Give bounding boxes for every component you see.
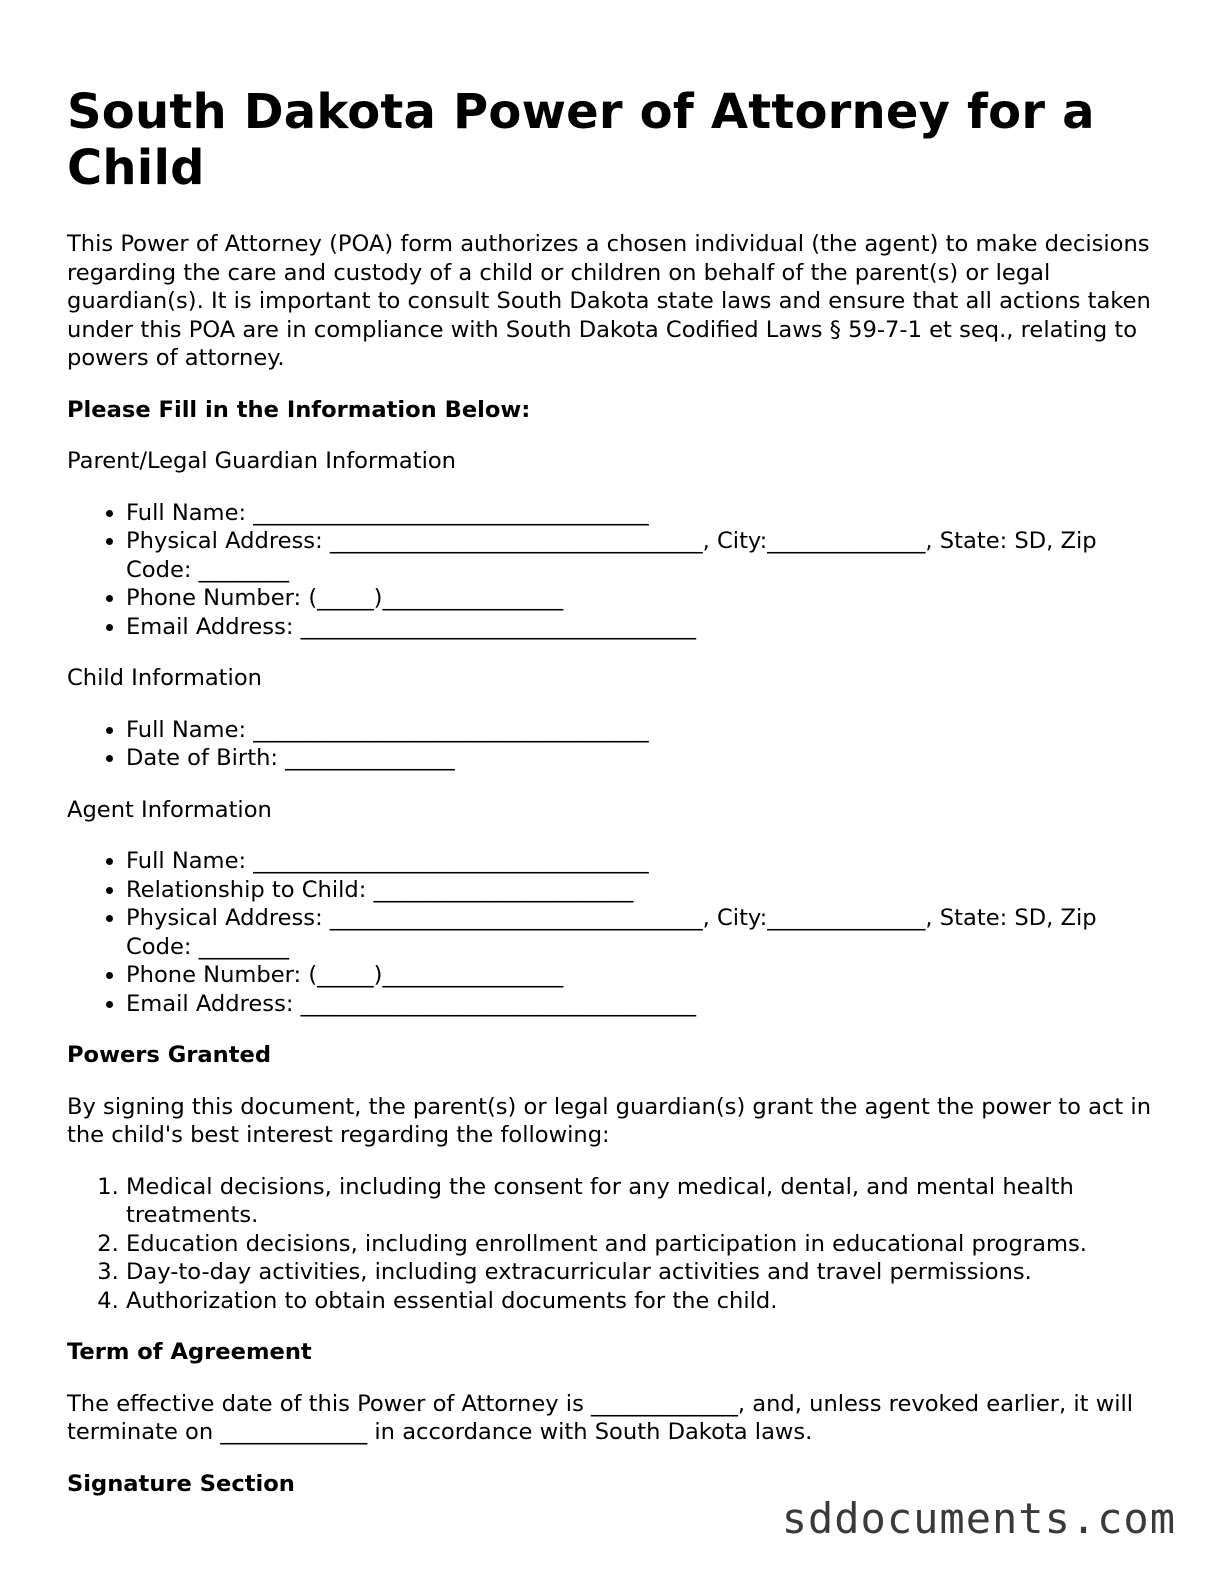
fill-heading: Please Fill in the Information Below:	[67, 396, 531, 423]
child-full-name-field[interactable]: • Full Name: ___________________________________	[126, 716, 1157, 745]
agent-phone-field[interactable]: • Phone Number: (_____)________________	[126, 961, 1157, 990]
agent-info-list	[67, 847, 1157, 1018]
parent-full-name-field[interactable]: • Full Name: ___________________________________	[126, 499, 1157, 528]
agent-email-field[interactable]: • Email Address: ___________________________________	[126, 990, 1157, 1019]
child-heading: Child Information	[67, 665, 262, 691]
document-page	[67, 84, 1157, 1521]
child-dob-field[interactable]: • Date of Birth: _______________	[126, 744, 1157, 773]
power-item-education: 2. Education decisions, including enrollment and participation in educational programs.	[126, 1230, 1157, 1259]
parent-address-field[interactable]: • Physical Address: _________________________________, City:______________, State: SD, Zip Code: ________	[126, 527, 1157, 584]
powers-intro: By signing this document, the parent(s) or legal guardian(s) grant the agent the power to act in the child's best interest regarding the following:	[67, 1093, 1152, 1148]
document-title: South Dakota Power of Attorney for a Child	[67, 84, 1095, 196]
term-heading: Term of Agreement	[67, 1339, 312, 1365]
agent-heading: Agent Information	[67, 796, 272, 823]
power-item-medical: 1. Medical decisions, including the consent for any medical, dental, and mental health treatments.	[126, 1173, 1157, 1230]
signature-heading: Signature Section	[67, 1470, 295, 1497]
parent-phone-field[interactable]: • Phone Number: (_____)________________	[126, 584, 1157, 613]
agent-relationship-field[interactable]: • Relationship to Child: _______________________	[126, 876, 1157, 905]
agent-full-name-field[interactable]: • Full Name: ___________________________________	[126, 847, 1157, 876]
child-info-list	[67, 716, 1157, 773]
parent-email-field[interactable]: • Email Address: ___________________________________	[126, 613, 1157, 642]
term-paragraph[interactable]: The effective date of this Power of Attorney is _____________, and, unless revoked earlier, it will terminate on _____________ in accordance with South Dakota laws.	[67, 1390, 1134, 1445]
agent-address-field[interactable]: • Physical Address: _________________________________, City:______________, State: SD, Zip Code: ________	[126, 904, 1157, 961]
powers-heading: Powers Granted	[67, 1042, 272, 1068]
powers-list	[67, 1173, 1157, 1316]
power-item-activities: 3. Day-to-day activities, including extracurricular activities and travel permissions.	[126, 1258, 1157, 1287]
parent-heading: Parent/Legal Guardian Information	[67, 448, 456, 474]
parent-info-list	[67, 499, 1157, 642]
intro-paragraph: This Power of Attorney (POA) form authorizes a chosen individual (the agent) to make decisions regarding the care and custody of a child or children on behalf of the parent(s) or legal guardian(s). It is important to consult South Dakota state laws and ensure that all actions taken under this POA are in compliance with South Dakota Codified Laws § 59-7-1 et seq., relating to powers of attorney.	[67, 231, 1151, 371]
watermark-text: sddocuments.com	[781, 1494, 1176, 1543]
power-item-documents: 4. Authorization to obtain essential documents for the child.	[126, 1287, 1157, 1316]
